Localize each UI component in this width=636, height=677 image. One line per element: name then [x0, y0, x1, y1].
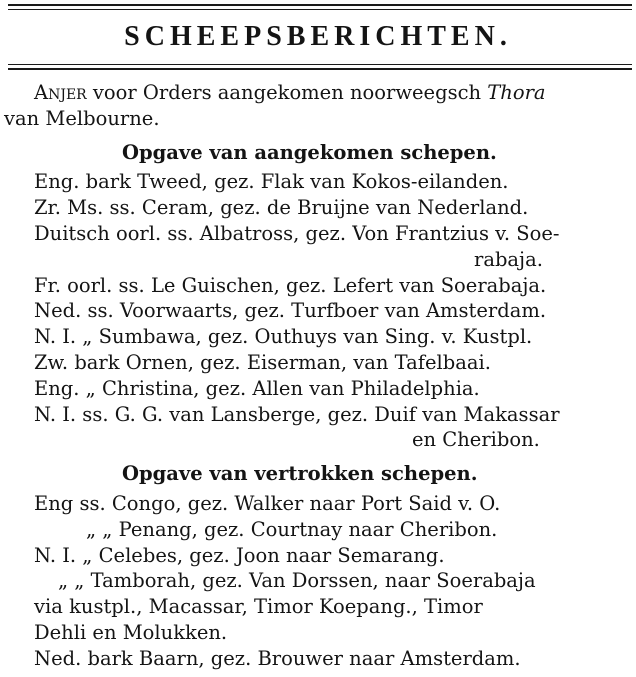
- departure-entry: N. I. „ Celebes, gez. Joon naar Semarang.: [34, 543, 445, 567]
- intro-line-1: [34, 80, 634, 106]
- arrival-entry-continuation: en Cheribon.: [412, 428, 540, 452]
- arrivals-heading: Opgave van aangekomen schepen.: [122, 140, 497, 164]
- intro-line-2: van Melbourne.: [4, 106, 160, 130]
- arrival-entry: Zr. Ms. ss. Ceram, gez. de Bruijne van Nederland.: [34, 196, 529, 220]
- arrival-entry: Eng. bark Tweed, gez. Flak van Kokos-eilanden.: [34, 170, 509, 194]
- title-rule-thick: [8, 68, 632, 70]
- intro-text: voor Orders aangekomen noorweegsch: [86, 81, 488, 104]
- title-rule-thin: [8, 64, 632, 65]
- section-title: SCHEEPSBERICHTEN.: [124, 21, 512, 52]
- arrival-entry: Zw. bark Ornen, gez. Eiserman, van Tafelbaai.: [34, 350, 491, 374]
- departures-heading: Opgave van vertrokken schepen.: [122, 462, 478, 486]
- arrival-entry: N. I. ss. G. G. van Lansberge, gez. Duif van Makassar: [34, 402, 560, 426]
- departure-entry: Ned. bark Baarn, gez. Brouwer naar Amsterdam.: [34, 646, 521, 670]
- top-rule-thick: [8, 4, 632, 6]
- arrival-entry: Fr. oorl. ss. Le Guischen, gez. Lefert van Soerabaja.: [34, 273, 547, 297]
- departure-entry-continuation: via kustpl., Macassar, Timor Koepang., Timor: [34, 595, 483, 619]
- arrival-entry-continuation: rabaja.: [474, 247, 543, 271]
- intro-ship-name: Thora: [487, 81, 546, 104]
- arrival-entry: N. I. „ Sumbawa, gez. Outhuys van Sing. v. Kustpl.: [34, 325, 533, 349]
- departure-entry: „ „ Penang, gez. Courtnay naar Cheribon.: [86, 517, 498, 541]
- departure-entry: Eng ss. Congo, gez. Walker naar Port Said v. O.: [34, 491, 501, 515]
- intro-station: Anjer: [34, 81, 87, 104]
- departure-entry-continuation: Dehli en Molukken.: [34, 620, 228, 644]
- arrival-entry: Ned. ss. Voorwaarts, gez. Turfboer van Amsterdam.: [34, 299, 547, 323]
- arrival-entry: Duitsch oorl. ss. Albatross, gez. Von Frantzius v. Soe-: [34, 221, 560, 245]
- arrival-entry: Eng. „ Christina, gez. Allen van Philadelphia.: [34, 376, 480, 400]
- top-rule-thin: [8, 9, 632, 10]
- article-body: [4, 80, 634, 672]
- departure-entry: „ „ Tamborah, gez. Van Dorssen, naar Soerabaja: [58, 569, 536, 593]
